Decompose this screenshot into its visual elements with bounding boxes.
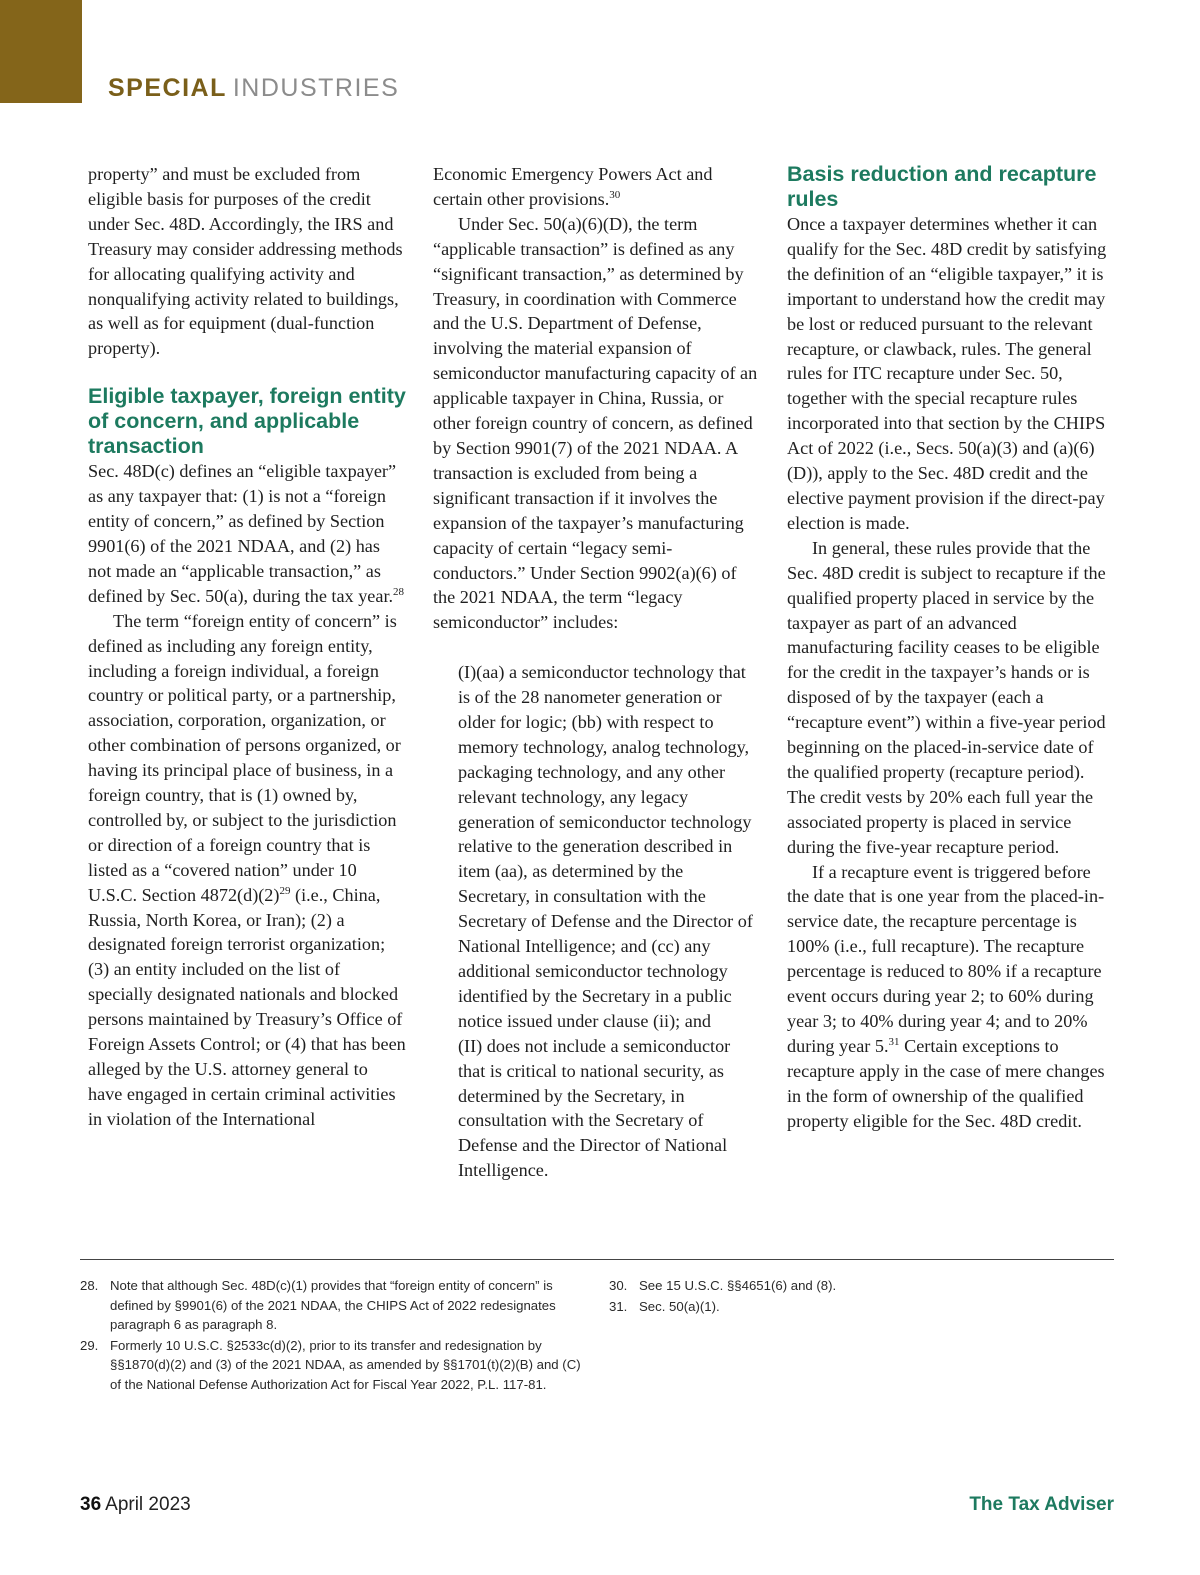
issue-date: April 2023 [105,1494,191,1515]
footnote-number: 30. [609,1278,628,1293]
paragraph: Sec. 48D(c) defines an “eligible taxpayer” as any taxpayer that: (1) is not a “foreign entity of concern,” as defined by Section 9901(6) of the 2021 NDAA, and (2) has not made an “applicable transaction,” as defined by Sec. 50(a), during the tax year.$^{28}$ [88,461,405,606]
page-footer-left [80,1494,191,1516]
section-label-light: INDUSTRIES [232,74,400,102]
column-2 [433,162,758,1183]
column-1 [88,162,406,1132]
footnote-text: See 15 U.S.C. §§4651(6) and (8). [639,1278,837,1293]
footnote-text: Note that although Sec. 48D(c)(1) provides that “foreign entity of concern” is defined by §9901(6) of the 2021 NDAA, the CHIPS Act of 2022 redesignates paragraph 6 as paragraph 8. [110,1278,556,1333]
paragraph: Under Sec. 50(a)(6)(D), the term “applicable transaction” is defined as any “significant transaction,” as determined by Treasury, in coordination with Commerce and the U.S. Department of Defense, involving the material expansion of semiconductor manufacturing capacity of an applicable taxpayer in China, Russia, or other foreign country of concern, as defined by Section 9901(7) of the 2021 NDAA. A transaction is excluded from being a significant transaction if it involves the expansion of the taxpayer’s manufacturing capacity of certain “legacy semiconductors.” Under Section 9902(a)(6) of the 2021 NDAA, the term “legacy semiconductor” includes: [433,213,758,633]
footnotes-left [80,1276,590,1396]
subheading: Basis reduction and recapture rules [787,162,1097,211]
section-header [108,74,399,103]
footnote-number: 31. [609,1298,628,1314]
footnote-number: 28. [80,1278,99,1293]
section-tab [0,0,82,103]
section-label-strong: SPECIAL [108,74,227,102]
paragraph: Once a taxpayer determines whether it can qualify for the Sec. 48D credit by satisfying the definition of an “eligible taxpayer,” it is important to understand how the credit may be lost or reduced pursuant to the relevant recapture, or clawback, rules. The general rules for ITC recapture under Sec. 50, together with the special recapture rules incorporated into that section by the CHIPS Act of 2022 (i.e., Secs. 50(a)(3) and (a)(6)(D)), apply to the Sec. 48D credit and the elective payment provision if the direct-pay election is made. [787,214,1107,533]
footnote-text: Formerly 10 U.S.C. §2533c(d)(2), prior to its transfer and redesignation by §§1870(d)(2) and (3) of the 2021 NDAA, as amended by §§1701(t)(2)(B) and (C) of the National Defense Authorization Act for Fiscal Year 2022, P.L. 117-81. [110,1337,581,1392]
footnotes-right [609,1276,1089,1317]
paragraph: property” and must be excluded from eligible basis for purposes of the credit under Sec. 48D. Accordingly, the IRS and Treasury may consider addressing methods for allocating qualifying activity and nonqualifying activity related to buildings, as well as for equipment (dual-function property). [88,164,403,359]
footnote-number: 29. [80,1337,99,1353]
paragraph: Economic Emergency Powers Act and certain other provisions.$^{30}$ [433,164,713,209]
footnote [80,1276,590,1335]
footnote-divider [80,1259,1114,1260]
publication-name: The Tax Adviser [969,1494,1114,1515]
footnote [80,1336,590,1395]
footnote-text: Sec. 50(a)(1). [639,1298,720,1314]
block-quote: (II) does not include a semiconductor that is critical to national security, as determined by the Secretary, in consultation with the Secretary of Defense and the Director of National Intelligence. [458,1035,731,1181]
footnote [609,1297,1089,1317]
footnote-ref[interactable]: 29 [279,884,291,897]
paragraph: The term “foreign entity of concern” is defined as including any foreign entity, including a foreign individual, a foreign country or political party, or a partnership, association, corporation, organization, or other combination of persons organized, or having its principal place of business, in a foreign country, that is (1) owned by, controlled by, or subject to the jurisdiction or direction of a foreign country that is listed as a “covered nation” under 10 U.S.C. Section $4872(d)(2)^{29}$ (i.e., China, Russia, North Korea, or Iran); (2) a designated foreign terrorist organization; (3) an entity included on the list of specially designated nationals and blocked persons maintained by Treasury’s Office of Foreign Assets Control; or (4) that has been alleged by the U.S. attorney general to have engaged in certain criminal activities in violation of the International [88,610,406,1129]
footnote-ref[interactable]: 31 [888,1035,900,1048]
paragraph: If a recapture event is triggered before the date that is one year from the placed-in-service date, the recapture percentage is 100% (i.e., full recapture). The recapture percentage is reduced to 80% if a recapture event occurs during year 2; to 60% during year 3; to 40% during year 4; and to 20% during year 5.31 Certain exceptions to recapture apply in the case of mere changes in the form of ownership of the qualified property eligible for the Sec. 48D credit. [787,861,1105,1131]
subheading: Eligible taxpayer, foreign entity of concern, and applicable transaction [88,384,406,459]
paragraph: In general, these rules provide that the Sec. 48D credit is subject to recapture if the qualified property placed in service by the taxpayer as part of an advanced manufacturing facility ceases to be eligible for the credit in the taxpayer’s hands or is disposed of by the taxpayer (each a “recapture event”) within a five-year period beginning on the placed-in-service date of the qualified property (recapture period). The credit vests by 20% each full year the associated property is placed in service during the five-year recapture period. [787,537,1106,857]
block-quote: (I)(aa) a semiconductor technology that is of the 28 nanometer generation or older for logic; (bb) with respect to memory technology, analog technology, packaging technology, and any other relevant technology, any legacy generation of semiconductor technology relative to the generation described in item (aa), as determined by the Secretary, in consultation with the Secretary of Defense and the Director of National Intelligence; and (cc) any additional semiconductor technology identified by the Secretary in a public notice issued under clause (ii); and [458,662,753,1031]
column-3 [787,162,1114,1134]
footnote-ref[interactable]: 30 [609,188,621,201]
page-number: 36 [80,1494,102,1515]
footnote-ref[interactable]: 28 [393,585,405,598]
footnote [609,1276,1089,1296]
